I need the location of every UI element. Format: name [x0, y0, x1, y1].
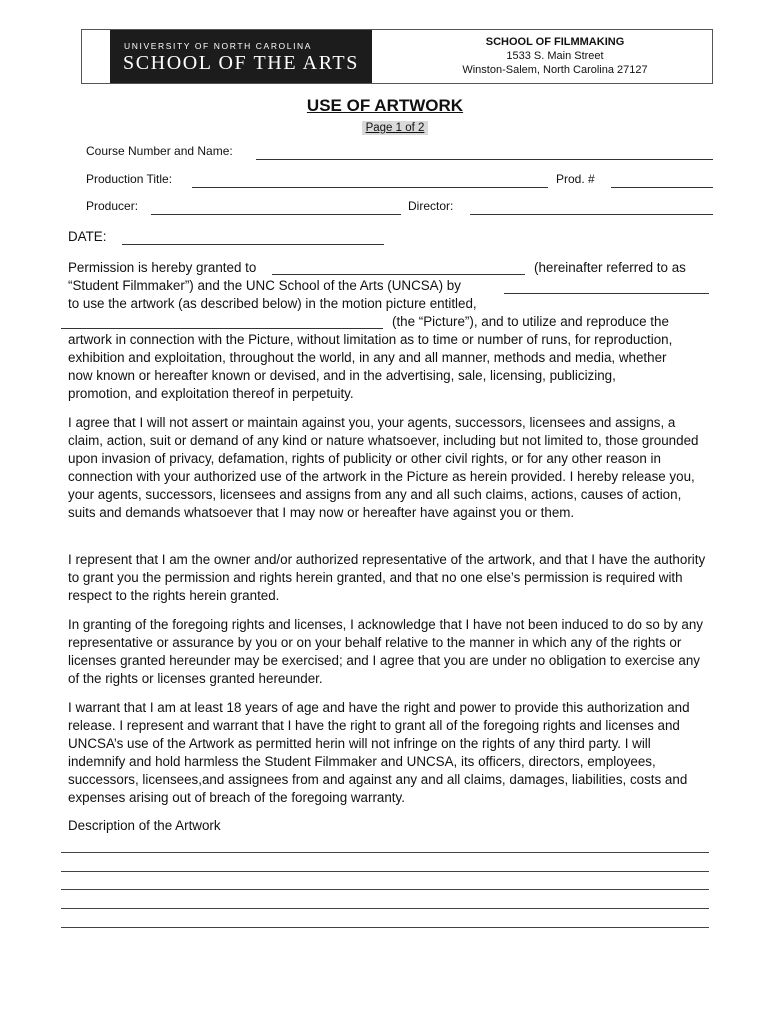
description-line[interactable] — [61, 927, 709, 928]
intro-line-5: artwork in connection with the Picture, without limitation as to time or number of runs, for reproduction, — [68, 332, 673, 347]
intro-line-1a: Permission is hereby granted to — [68, 260, 257, 275]
school-name: SCHOOL OF FILMMAKING — [485, 36, 625, 48]
intro-line-3: to use the artwork (as described below) in the motion picture entitled, — [68, 296, 477, 311]
director-label: Director: — [408, 199, 454, 213]
producer-field[interactable] — [151, 214, 401, 215]
course-field[interactable] — [256, 159, 713, 160]
student-filmmaker-field[interactable] — [504, 293, 709, 294]
paragraph-ownership: I represent that I am the owner and/or authorized representative of the artwork, and that I have the authority to grant you the permission and rights herein granted, and that no one else’s permission is required with respect to the rights herein granted. — [68, 552, 706, 603]
description-line[interactable] — [61, 852, 709, 853]
production-title-label: Production Title: — [86, 172, 173, 186]
logo-university-text: UNIVERSITY OF NORTH CAROLINA — [124, 41, 313, 51]
intro-line-7: now known or hereafter known or devised, and in the advertising, sale, licensing, publicizing, — [68, 368, 616, 383]
intro-line-6: exhibition and exploitation, throughout the world, in any and all manner, methods and media, whether — [68, 350, 667, 365]
prod-number-label: Prod. # — [556, 172, 595, 186]
date-label: DATE: — [68, 229, 107, 244]
paragraph-release: I agree that I will not assert or maintain against you, your agents, successors, licensees and assigns, a claim, action, suit or demand of any kind or nature whatsoever, including but not limited to, those grounded upon invasion of privacy, defamation, rights of publicity or other civil rights, or for any other reason in connection with your authorized use of the artwork in the Picture as herein provided. I hereby release you, your agents, successors, licensees and assigns from any and all such claims, actions, causes of action, suits and demands whatsoever that I may now or hereafter have against you or them. — [68, 415, 699, 520]
intro-line-2: “Student Filmmaker”) and the UNC School of the Arts (UNCSA) by — [68, 278, 461, 293]
prod-number-field[interactable] — [611, 187, 713, 188]
date-field[interactable] — [122, 244, 384, 245]
intro-line-8: promotion, and exploitation thereof in perpetuity. — [68, 386, 354, 401]
course-label: Course Number and Name: — [86, 144, 233, 158]
description-line[interactable] — [61, 908, 709, 909]
page-indicator: Page 1 of 2 — [362, 121, 428, 135]
description-line[interactable] — [61, 889, 709, 890]
school-logo — [110, 30, 372, 83]
grantee-field[interactable] — [272, 274, 525, 275]
school-address — [445, 35, 665, 77]
picture-title-field[interactable] — [61, 328, 383, 329]
intro-line-4: (the “Picture”), and to utilize and reproduce the — [392, 314, 669, 329]
description-label: Description of the Artwork — [68, 818, 221, 833]
director-field[interactable] — [470, 214, 713, 215]
production-title-field[interactable] — [192, 187, 548, 188]
paragraph-inducement: In granting of the foregoing rights and licenses, I acknowledge that I have not been induced to do so by any representative or assurance by you or on your behalf relative to the manner in which any of the rights or licenses granted hereunder may be exercised; and I agree that you are under no obligation to exercise any of the rights or licenses granted hereunder. — [68, 617, 703, 686]
address-city: Winston-Salem, North Carolina 27127 — [462, 64, 648, 76]
logo-school-text: SCHOOL OF THE ARTS — [123, 52, 359, 74]
paragraph-warranty: I warrant that I am at least 18 years of age and have the right and power to provide this authorization and release. I represent and warrant that I have the right to grant all of the foregoing rights and licenses and UNCSA’s use of the Artwork as permitted herin will not infringe on the rights of any third party. I will indemnify and hold harmless the Student Filmmaker and UNCSA, its officers, directors, employees, successors, licensees,and assignees from and against any and all claims, damages, liabilities, costs and expenses arising out of breach of the foregoing warranty. — [68, 700, 690, 805]
description-line[interactable] — [61, 871, 709, 872]
intro-line-1b: (hereinafter referred to as — [534, 260, 686, 275]
producer-label: Producer: — [86, 199, 139, 213]
address-street: 1533 S. Main Street — [506, 50, 604, 62]
document-title: USE OF ARTWORK — [306, 96, 464, 115]
